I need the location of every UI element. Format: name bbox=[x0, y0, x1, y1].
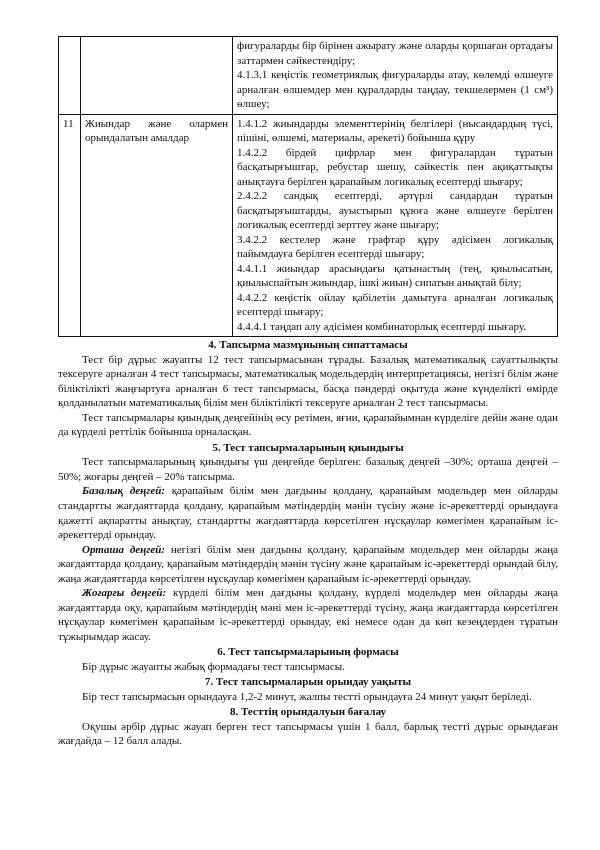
paragraph: Тест тапсырмаларының қиындығы үш деңгейде берілген: базалық деңгей –30%; орташа деңгей – 50%; жоғары деңгей – 20% тапсырма. bbox=[58, 456, 558, 483]
section-8 bbox=[58, 705, 558, 749]
level-text: қарапайым білім мен дағдыны қолдану, қарапайым модельдер мен ойларды стандартты жағдаяттарда қолдану, қарапайым мәтіндердің мәнін түсіну және іс-әрекеттерді орындауға қажетті ақпаратты анықтау, стандартты жағдаяттарда көрсетілген нұсқаулар көмегімен қарапайым іс-әрекеттерді орындау. bbox=[58, 485, 558, 542]
section-title: 6. Тест тапсырмаларының формасы bbox=[217, 646, 399, 659]
paragraph: Бір тест тапсырмасын орындауға 1,2-2 минут, жалпы тестті орындауға 24 минут уақыт беріледі. bbox=[82, 690, 532, 703]
section-title: 4. Тапсырма мазмұнының сипаттамасы bbox=[208, 339, 408, 352]
section-title: 7. Тест тапсырмаларын орындау уақыты bbox=[204, 676, 412, 689]
section-5 bbox=[58, 441, 558, 644]
paragraph: Бір дұрыс жауапты жабық формадағы тест тапсырмасы. bbox=[82, 660, 345, 673]
section-title: 8. Тесттің орындалуын бағалау bbox=[229, 706, 387, 719]
row-number-cell: 11 bbox=[59, 114, 81, 337]
goal-item: 4.4.1.1 жиындар арасындағы қатынастың (тең, қиылысатын, қиылыспайтын жиындар, ішкі жиын) сипатын анықтай білу; bbox=[237, 262, 553, 290]
goals-cell bbox=[233, 114, 558, 337]
goal-item: фигураларды бір бірінен ажырату және оларды қоршаған ортадағы заттармен сәйкестендіру; bbox=[237, 40, 553, 67]
level-text: күрделі білім мен дағдыны қолдану, күрделі модельдер мен ойларды жаңа жағдаяттарда оқу, қарапайым мәтіндердің мәні мен іс-әрекеттерді түсіну, жаңа жағдаяттарда көрсетілген нұсқаулар көмегімен қарапайым іс-әрекеттерді орындау, екі немесе одан да көп кезеңдерден тұратын тұжырымдар жасау. bbox=[58, 587, 558, 643]
section-title: 5. Тест тапсырмаларының қиындығы bbox=[212, 441, 404, 454]
goal-item: 4.4.2.2 кеңістік ойлау қабілетін дамытуға арналған логикалық есептерді шығару; bbox=[237, 291, 553, 319]
paragraph: Тест тапсырмалары қиындық деңгейінің өсу ретімен, яғни, қарапайымнан күрделіге дейін және одан да күрделі реттілік бойынша орналасқан. bbox=[58, 411, 558, 439]
topic-cell bbox=[81, 114, 233, 337]
goal-item: 3.4.2.2 кестелер және графтар құру әдісімен логикалық пайымдауға берілген есептерді шығару; bbox=[237, 233, 553, 261]
high-level-paragraph bbox=[58, 586, 558, 644]
level-label: Жоғарғы деңгей: bbox=[82, 587, 167, 600]
paragraph: Оқушы әрбір дұрыс жауап берген тест тапсырмасы үшін 1 балл, барлық тестті дұрыс орындаған жағдайда – 12 балл алады. bbox=[58, 720, 558, 748]
paragraph: Тест бір дұрыс жауапты 12 тест тапсырмасынан тұрады. Базалық математикалық сауаттылықты тексеруге арналған 4 тест тапсырмасы, математикалық модельдердің интерпретациясы, негізгі білім және біліктілікті жаңғыртуға арналған 6 тест тапсырмасы, басқа пәндерді оқытуда және күнделікті өмірде қолданылатын математикалық білім мен біліктілікті тексеруге арналған 2 тест тапсырмасы. bbox=[58, 353, 558, 410]
level-text: негізгі білім мен дағдыны қолдану, қарапайым модельдер мен ойларды жаңа жағдаяттарда қолдану, қарапайым мәтіндердің мәнін түсіну және қарапайым іс-әрекеттерді орындай білу, жаңа жағдаяттарда көрсетілген нұсқаулар көмегімен қарапайым іс-әрекеттерді орындау. bbox=[58, 543, 558, 585]
section-4 bbox=[58, 338, 558, 440]
table-row bbox=[59, 37, 558, 115]
topic-text: Жиындар және олармен орындалатын амалдар bbox=[85, 117, 228, 145]
goals-cell bbox=[233, 37, 558, 115]
medium-level-paragraph bbox=[58, 543, 558, 587]
topic-cell bbox=[81, 37, 233, 115]
table-row bbox=[59, 114, 558, 337]
goal-item: 4.4.4.1 таңдап алу әдісімен комбинаторлық есептерді шығару. bbox=[237, 320, 526, 333]
goal-item: 4.1.3.1 кеңістік геометриялық фигураларды атау, көлемді өлшеуге арналған өлшемдер мен құралдарды таңдау, текшелермен (1 см³) өлшеу; bbox=[237, 69, 553, 111]
goal-item: 1.4.2.2 бірдей цифрлар мен фигуралардан тұратын басқатырғыштар, ребустар шешу, сәйкестік пен ақиқаттықты анықтауға берілген қарапайым логикалық есептерді шығару; bbox=[237, 146, 553, 188]
goal-item: 2.4.2.2 сандық есептерді, әртүрлі сандардан тұратын басқатырғыштарды, ауыстырып құюға және өлшеуге берілген логикалық есептерді зерттеу және шығару; bbox=[237, 190, 553, 232]
basic-level-paragraph bbox=[58, 484, 558, 542]
specification-table bbox=[58, 36, 558, 337]
row-number-cell bbox=[59, 37, 81, 115]
level-label: Базалық деңгей: bbox=[82, 485, 165, 498]
section-6 bbox=[58, 645, 558, 674]
goal-item: 1.4.1.2 жиындарды элементтерінің белгілері (нысандардың түсі, пішіні, өлшемі, материалы, әрекеті) бойынша құру bbox=[237, 117, 553, 145]
level-label: Орташа деңгей: bbox=[82, 543, 166, 556]
section-7 bbox=[58, 675, 558, 704]
